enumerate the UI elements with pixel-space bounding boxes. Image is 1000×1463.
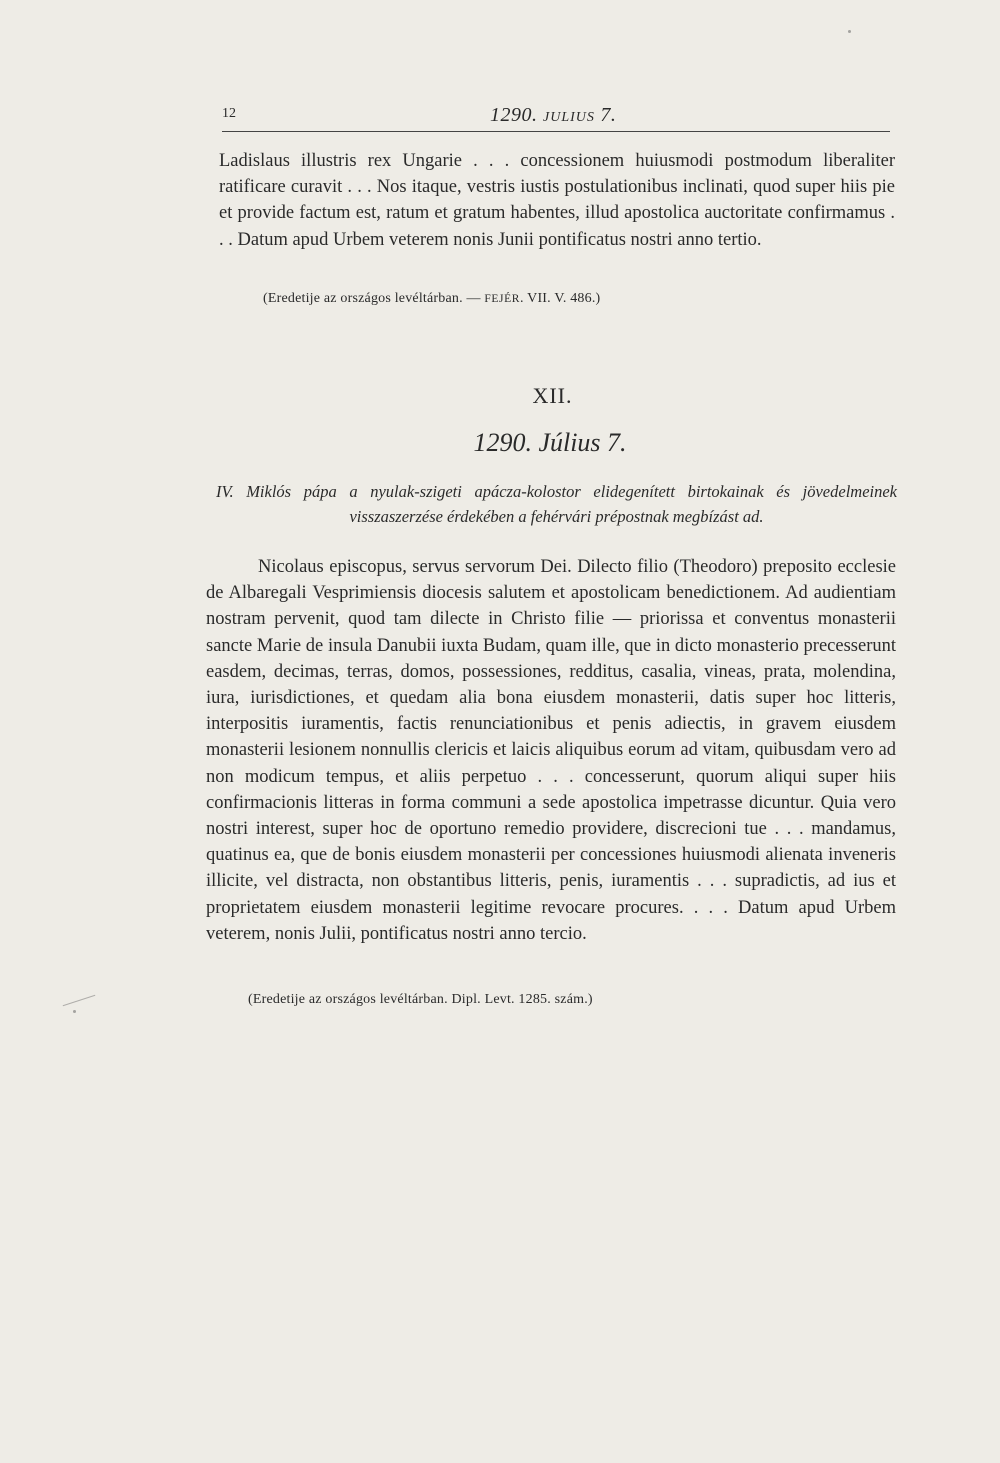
header-rule (222, 131, 890, 132)
paper-speck (848, 30, 851, 33)
paper-mark (63, 995, 96, 1006)
page-number: 12 (222, 106, 236, 121)
paper-speck (73, 1010, 76, 1013)
running-head (490, 104, 616, 127)
section-number: XII. (532, 383, 573, 408)
source-note-1 (263, 291, 600, 307)
running-head-month: JULIUS (543, 110, 595, 125)
running-head-day: 7. (600, 104, 617, 126)
running-head-year: 1290. (490, 104, 538, 126)
paragraph-2: Nicolaus episcopus, servus servorum Dei. Dilecto filio (Theodoro) preposito ecclesie de Albaregali Vesprimiensis diocesis salutem et apostolicam benedictionem. Ad audientiam nostram pervenit, quod tam dilecte in Christo filie — priorissa et conventus monasterii sancte Marie de insula Danubii iuxta Budam, quam ille, que in dicto monasterio precesserunt easdem, decimas, terras, domos, possessiones, redditus, casalia, vineas, prata, molendina, iura, iurisdictiones, et quedam alia bona eiusdem monasterii, datis super hoc litteris, interpositis iuramentis, factis renunciationibus et penis adiectis, in gravem eiusdem monasterii lesionem nonnullis clericis et laicis aliquibus eorum ad vitam, quibusdam vero ad non modicum tempus, et aliis perpetuo . . . concesserunt, quorum aliqui super hiis confirmacionis litteras in forma communi a sede apostolica impetrasse dicuntur. Quia vero nostri interest, super hoc de oportuno remedio providere, discrecioni tue . . . mandamus, quatinus ea, que de bonis eiusdem monasterii per concessiones huiusmodi alienata inveneris illicite, vel distracta, non obstantibus litteris, penis, iuramentis . . . supradictis, ad ius et proprietatem eiusdem monasterii legitime revocare procures. . . . Datum apud Urbem veterem, nonis Julii, pontificatus nostri anno tercio. (206, 557, 896, 944)
date-heading: 1290. Július 7. (473, 428, 627, 457)
source-note-1-author: FEJÉR (484, 293, 520, 305)
source-note-2: (Eredetije az országos levéltárban. Dipl. Levt. 1285. szám.) (248, 992, 593, 1007)
page-header (222, 100, 890, 130)
paragraph-1: Ladislaus illustris rex Ungarie . . . concessionem huiusmodi postmodum liberaliter ratificare curavit . . . Nos itaque, vestris iustis postulationibus inclinati, quod super hiis pie et provide factum est, ratum et gratum habentes, illud apostolica auctoritate confirmamus . . . Datum apud Urbem veterem nonis Junii pontificatus nostri anno tertio. (219, 151, 895, 250)
document-summary: IV. Miklós pápa a nyulak-szigeti apácza-kolostor elidegenített birtokainak és jövedelmeinek visszaszerzése érdekében a fehérvári prépostnak megbízást ad. (216, 482, 897, 526)
source-note-1-suffix: . VII. V. 486.) (519, 291, 601, 306)
source-note-1-prefix: (Eredetije az országos levéltárban. — (263, 291, 485, 306)
